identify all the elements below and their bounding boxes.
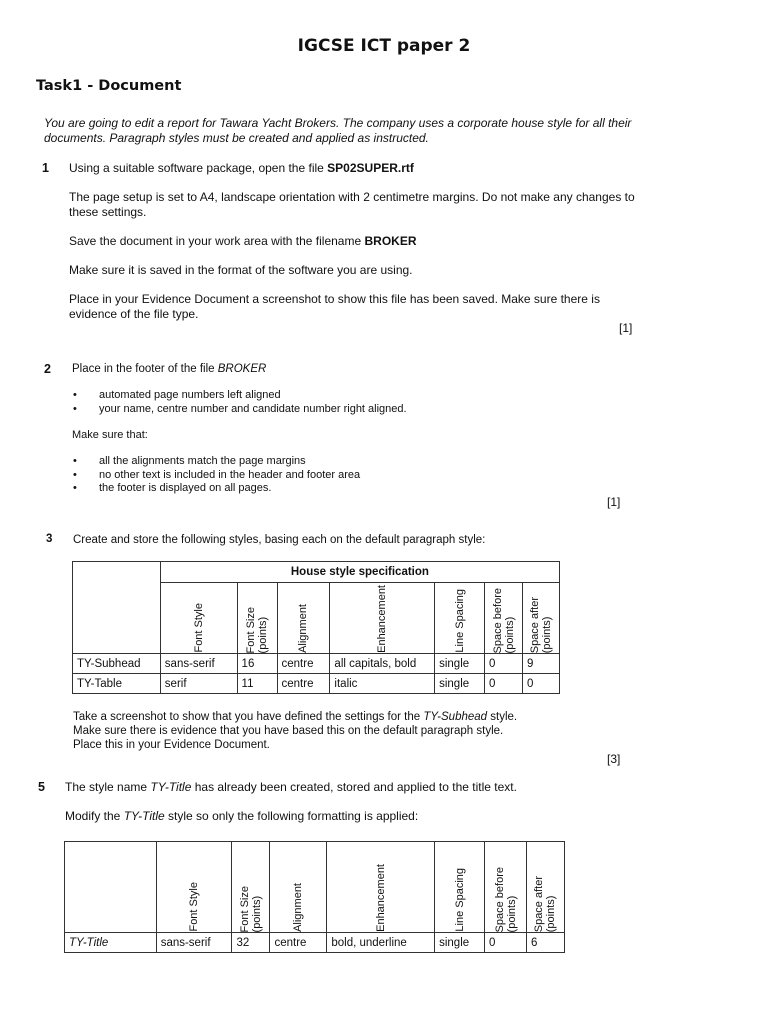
table-cell: 0	[485, 674, 523, 694]
list-item: • no other text is included in the header and footer area	[73, 469, 633, 483]
table-cell: centre	[270, 933, 327, 953]
q5-line1-style: TY-Title	[150, 780, 192, 794]
intro-text: You are going to edit a report for Tawara Yacht Brokers. The company uses a corporate house style for all their documents. Paragraph styles must be created and applied as instructed.	[44, 116, 632, 145]
q2-file-name: BROKER	[217, 363, 267, 375]
header-enhancement: Enhancement	[374, 864, 387, 932]
table-cell: centre	[277, 674, 330, 694]
list-item: • the footer is displayed on all pages.	[73, 482, 633, 496]
question-2-number: 2	[44, 362, 51, 376]
table-header-cell	[435, 583, 485, 654]
header-alignment: Alignment	[292, 883, 305, 932]
q1-save-text: Save the document in your work area with the filename	[69, 234, 365, 248]
table-cell: 0	[485, 654, 523, 674]
table-header-cell	[330, 583, 435, 654]
table-cell: 0	[485, 933, 527, 953]
question-1-page-setup: The page setup is set to A4, landscape orientation with 2 centimetre margins. Do not make any changes to these settings.	[69, 190, 635, 219]
question-5-line1	[65, 780, 645, 795]
header-enhancement: Enhancement	[376, 585, 389, 653]
q1-file-name: SP02SUPER.rtf	[327, 161, 414, 175]
table-cell: sans-serif	[160, 654, 237, 674]
q3-after-post: style.	[487, 711, 518, 723]
q5-line1-pre: The style name	[65, 780, 151, 794]
question-1-format: Make sure it is saved in the format of the software you are using.	[69, 263, 413, 277]
table-header-cell	[327, 842, 435, 933]
table-cell: serif	[160, 674, 237, 694]
header-space-before: Space before (points)	[493, 866, 518, 932]
table-cell: centre	[277, 654, 330, 674]
table-row	[73, 654, 560, 674]
header-font-size: Font Size (points)	[238, 885, 263, 932]
question-1-evidence: Place in your Evidence Document a screenshot to show this file has been saved. Make sure there is evidence of the file type.	[69, 292, 600, 321]
question-1-number: 1	[42, 161, 49, 175]
table-cell: single	[435, 674, 485, 694]
question-1-line1	[69, 161, 649, 176]
question-3-after-2: Make sure there is evidence that you have based this on the default paragraph style.	[73, 725, 504, 737]
list-item: • all the alignments match the page margins	[73, 455, 633, 469]
list-item: • automated page numbers left aligned	[73, 389, 633, 403]
header-line-spacing: Line Spacing	[453, 589, 466, 653]
header-alignment: Alignment	[297, 604, 310, 653]
q1-line1-text: Using a suitable software package, open the file	[69, 161, 328, 175]
table-header-cell	[485, 842, 527, 933]
table-cell: 16	[237, 654, 277, 674]
table-cell: 9	[522, 654, 559, 674]
table-cell: sans-serif	[156, 933, 232, 953]
header-space-before: Space before (points)	[491, 587, 516, 653]
table-header-cell	[277, 583, 330, 654]
title-style-table	[64, 841, 565, 953]
header-font-size: Font Size (points)	[245, 606, 270, 653]
table-header-cell	[270, 842, 327, 933]
q2-line1-text: Place in the footer of the file	[72, 363, 218, 375]
question-2-line1	[72, 362, 632, 377]
question-1-mark: [1]	[619, 321, 633, 335]
task-title: Task1 - Document	[36, 78, 182, 94]
table-header-cell	[485, 583, 523, 654]
table-cell: single	[435, 933, 485, 953]
table-cell: TY-Title	[65, 933, 157, 953]
question-2-make-sure: Make sure that:	[72, 429, 148, 441]
table-header-cell	[435, 842, 485, 933]
q3-after-style: TY-Subhead	[423, 711, 488, 723]
table-header-cell	[156, 842, 232, 933]
table-row	[65, 933, 565, 953]
header-font-style: Font Style	[188, 882, 201, 932]
table-cell: all capitals, bold	[330, 654, 435, 674]
header-font-style: Font Style	[192, 603, 205, 653]
header-space-after: Space after (points)	[533, 875, 558, 932]
table-cell: 32	[232, 933, 270, 953]
question-3-number: 3	[46, 533, 53, 545]
table-header-cell	[522, 583, 559, 654]
q1-save-filename: BROKER	[364, 234, 417, 248]
question-3-after-3: Place this in your Evidence Document.	[73, 739, 270, 751]
house-style-table	[72, 561, 560, 694]
table-cell: 6	[526, 933, 564, 953]
q5-line1-post: has already been created, stored and applied to the title text.	[191, 780, 517, 794]
header-line-spacing: Line Spacing	[453, 868, 466, 932]
question-5-line2	[65, 809, 645, 824]
question-3-line1: Create and store the following styles, basing each on the default paragraph style:	[73, 534, 486, 546]
table-cell: TY-Table	[73, 674, 161, 694]
question-5-number: 5	[38, 780, 45, 794]
question-3-after-1	[73, 711, 633, 725]
table-cell: bold, underline	[327, 933, 435, 953]
table-cell: italic	[330, 674, 435, 694]
table-cell: 11	[237, 674, 277, 694]
q5-line2-pre: Modify the	[65, 809, 124, 823]
table-header-cell	[65, 842, 157, 933]
question-2-bullets-checks	[73, 455, 633, 496]
table-cell: single	[435, 654, 485, 674]
table-header-cell	[526, 842, 564, 933]
question-1-save	[69, 234, 644, 249]
list-item: • your name, centre number and candidate number right aligned.	[73, 403, 633, 417]
question-3-mark: [3]	[607, 752, 621, 766]
table-header-cell	[160, 583, 237, 654]
table-header-row	[73, 583, 560, 654]
table-corner-cell	[73, 562, 161, 583]
table-cell: 0	[522, 674, 559, 694]
table-caption: House style specification	[160, 562, 559, 583]
table-header-row	[65, 842, 565, 933]
header-space-after: Space after (points)	[528, 596, 553, 653]
table-header-cell	[237, 583, 277, 654]
question-2-mark: [1]	[607, 495, 621, 509]
q5-line2-style: TY-Title	[123, 809, 165, 823]
q5-line2-post: style so only the following formatting is applied:	[164, 809, 419, 823]
table-header-cell	[232, 842, 270, 933]
question-2-bullets-footer	[73, 389, 633, 416]
table-header-cell	[73, 583, 161, 654]
table-row	[73, 674, 560, 694]
table-cell: TY-Subhead	[73, 654, 161, 674]
page-title: IGCSE ICT paper 2	[297, 36, 471, 56]
q3-after-text: Take a screenshot to show that you have defined the settings for the	[73, 711, 424, 723]
